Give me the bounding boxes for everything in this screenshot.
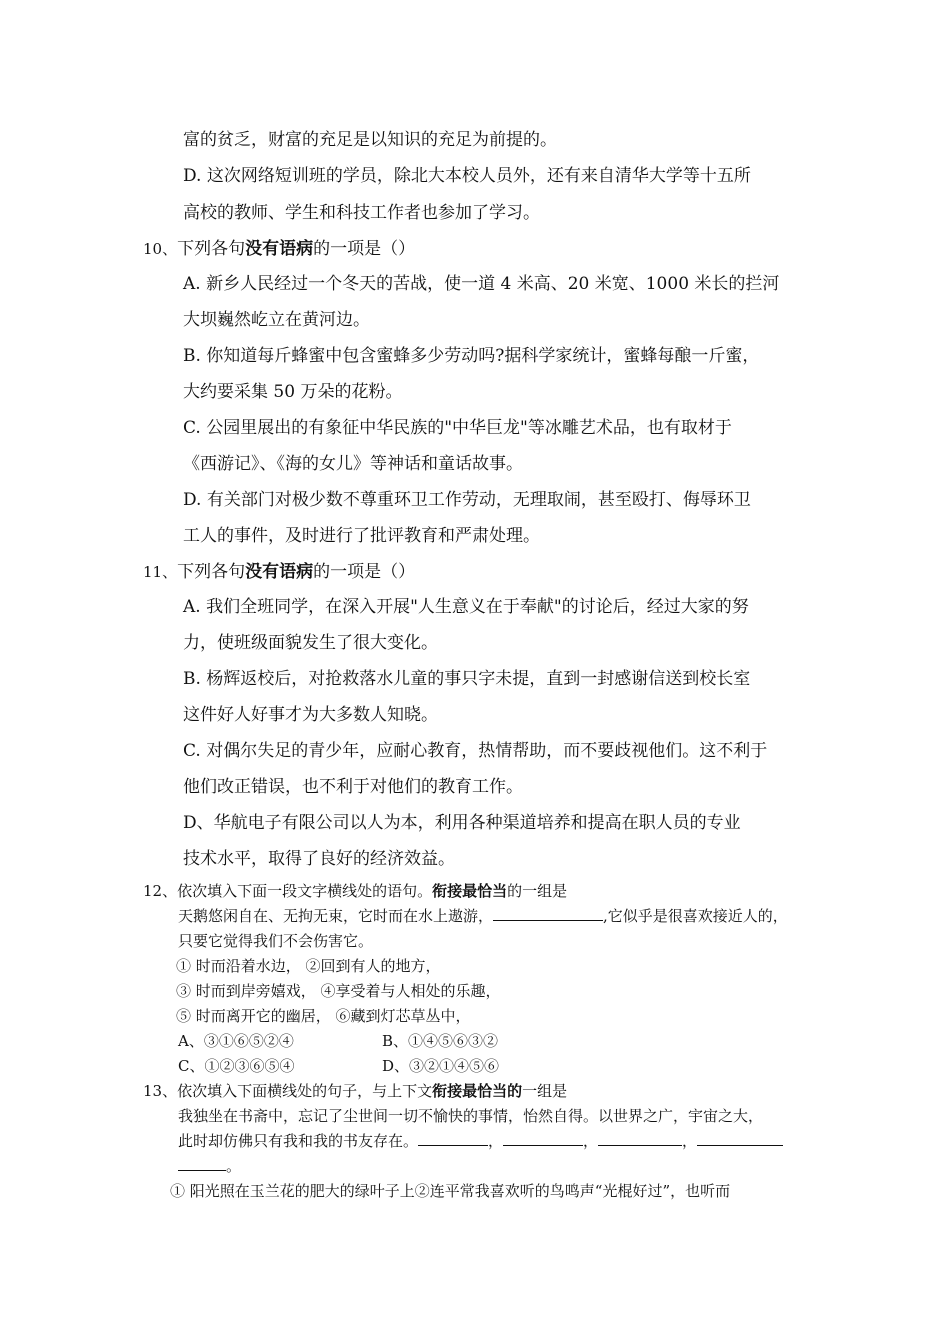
q13-blank-1: [418, 1131, 488, 1146]
q10-stem-post: 的一项是（）: [313, 239, 416, 259]
q12-answer-b: B、①④⑤⑥③②: [382, 1032, 499, 1050]
q11-option-a-line2: 力，使班级面貌发生了很大变化。: [183, 633, 438, 653]
q11-stem-bold: 没有语病: [245, 562, 314, 582]
q10-option-a-line1: A. 新乡人民经过一个冬天的苦战，使一道 4 米高、20 米宽、1000 米长的拦河: [183, 274, 780, 294]
q13-sep-3: ，: [682, 1132, 698, 1150]
q12-passage-line2: 只要它觉得我们不会伤害它。: [178, 932, 374, 950]
q11-option-c-line1: C. 对偶尔失足的青少年，应耐心教育，热情帮助，而不要歧视他们。这不利于: [183, 741, 768, 761]
q12-stem: [143, 880, 567, 901]
q13-passage-line3: [178, 1155, 241, 1176]
q13-passage-pre: 此时却仿佛只有我和我的书友存在。: [178, 1132, 419, 1150]
q12-answer-a: A、③①⑥⑤②④: [178, 1032, 294, 1050]
q13-blank-4-continued: [178, 1156, 226, 1171]
q10-stem-pre: 下列各句: [177, 239, 246, 259]
q13-stem-pre: 依次填入下面横线处的句子，与上下文: [177, 1082, 433, 1100]
q10-number: 10、: [143, 240, 178, 258]
q12-options-line1: ① 时而沿着水边， ②回到有人的地方，: [176, 957, 441, 975]
q10-option-d-line1: D. 有关部门对极少数不尊重环卫工作劳动，无理取闹，甚至殴打、侮辱环卫: [183, 490, 751, 510]
q12-number: 12、: [143, 882, 178, 900]
q13-blank-4: [697, 1131, 783, 1146]
q11-option-d-line1: D、华航电子有限公司以人为本，利用各种渠道培养和提高在职人员的专业: [183, 813, 741, 833]
q11-stem-post: 的一项是（）: [313, 562, 416, 582]
q9-option-d-line2: 高校的教师、学生和科技工作者也参加了学习。: [183, 203, 540, 223]
q10-option-c-line1: C. 公园里展出的有象征中华民族的"中华巨龙"等冰雕艺术品，也有取材于: [183, 418, 732, 438]
q12-stem-pre: 依次填入下面一段文字横线处的语句。: [177, 882, 433, 900]
q12-passage-pre: 天鹅悠闲自在、无拘无束，它时而在水上遨游，: [178, 907, 494, 925]
q13-blank-2: [503, 1131, 583, 1146]
q10-option-c-line2: 《西游记》、《海的女儿》等神话和童话故事。: [183, 454, 523, 474]
q12-blank: [493, 906, 603, 921]
q13-passage-line1: 我独坐在书斋中，忘记了尘世间一切不愉快的事情，怡然自得。以世界之广，宇宙之大，: [178, 1107, 764, 1125]
q13-blank-3: [598, 1131, 682, 1146]
q12-stem-post: 的一组是: [507, 882, 568, 900]
q11-option-d-line2: 技术水平，取得了良好的经济效益。: [183, 849, 455, 869]
q13-stem-post: 一组是: [522, 1082, 568, 1100]
q12-answer-c: C、①②③⑥⑤④: [178, 1057, 295, 1075]
q13-passage-line2: [178, 1130, 783, 1151]
q10-stem: [143, 234, 415, 259]
q13-sep-2: ，: [583, 1132, 599, 1150]
q13-stem: [143, 1080, 567, 1101]
q10-option-b-line2: 大约要采集 50 万朵的花粉。: [183, 382, 403, 402]
q11-option-c-line2: 他们改正错误，也不利于对他们的教育工作。: [183, 777, 523, 797]
q12-stem-bold: 衔接最恰当: [432, 882, 508, 900]
q10-option-d-line2: 工人的事件，及时进行了批评教育和严肃处理。: [183, 526, 540, 546]
q9-option-d-line1: D. 这次网络短训班的学员，除北大本校人员外，还有来自清华大学等十五所: [183, 166, 751, 186]
q12-answer-d: D、③②①④⑤⑥: [382, 1057, 500, 1075]
q11-stem: [143, 557, 415, 582]
q11-option-a-line1: A. 我们全班同学，在深入开展"人生意义在于奉献"的讨论后，经过大家的努: [183, 597, 749, 617]
q13-end: 。: [226, 1157, 242, 1175]
q12-passage-line1: [178, 905, 788, 926]
q11-stem-pre: 下列各句: [177, 562, 246, 582]
q13-number: 13、: [143, 1082, 178, 1100]
q9-continuation-text: 富的贫乏，财富的充足是以知识的充足为前提的。: [183, 130, 557, 150]
q11-option-b-line2: 这件好人好事才为大多数人知晓。: [183, 705, 438, 725]
q13-stem-bold: 衔接最恰当的: [432, 1082, 523, 1100]
q13-options-line1: ① 阳光照在玉兰花的肥大的绿叶子上②连平常我喜欢听的鸟鸣声“光棍好过”，也听而: [170, 1182, 731, 1200]
q13-sep-1: ，: [488, 1132, 504, 1150]
q11-option-b-line1: B. 杨辉返校后，对抢救落水儿童的事只字未提，直到一封感谢信送到校长室: [183, 669, 751, 689]
q12-options-line3: ⑤ 时而离开它的幽居， ⑥藏到灯芯草丛中，: [176, 1007, 471, 1025]
q12-passage-post: ,它似乎是很喜欢接近人的，: [603, 907, 788, 925]
q11-number: 11、: [143, 563, 178, 581]
q10-option-a-line2: 大坝巍然屹立在黄河边。: [183, 310, 370, 330]
q10-stem-bold: 没有语病: [245, 239, 314, 259]
q10-option-b-line1: B. 你知道每斤蜂蜜中包含蜜蜂多少劳动吗?据科学家统计，蜜蜂每酿一斤蜜，: [183, 346, 760, 366]
q12-options-line2: ③ 时而到岸旁嬉戏， ④享受着与人相处的乐趣，: [176, 982, 501, 1000]
